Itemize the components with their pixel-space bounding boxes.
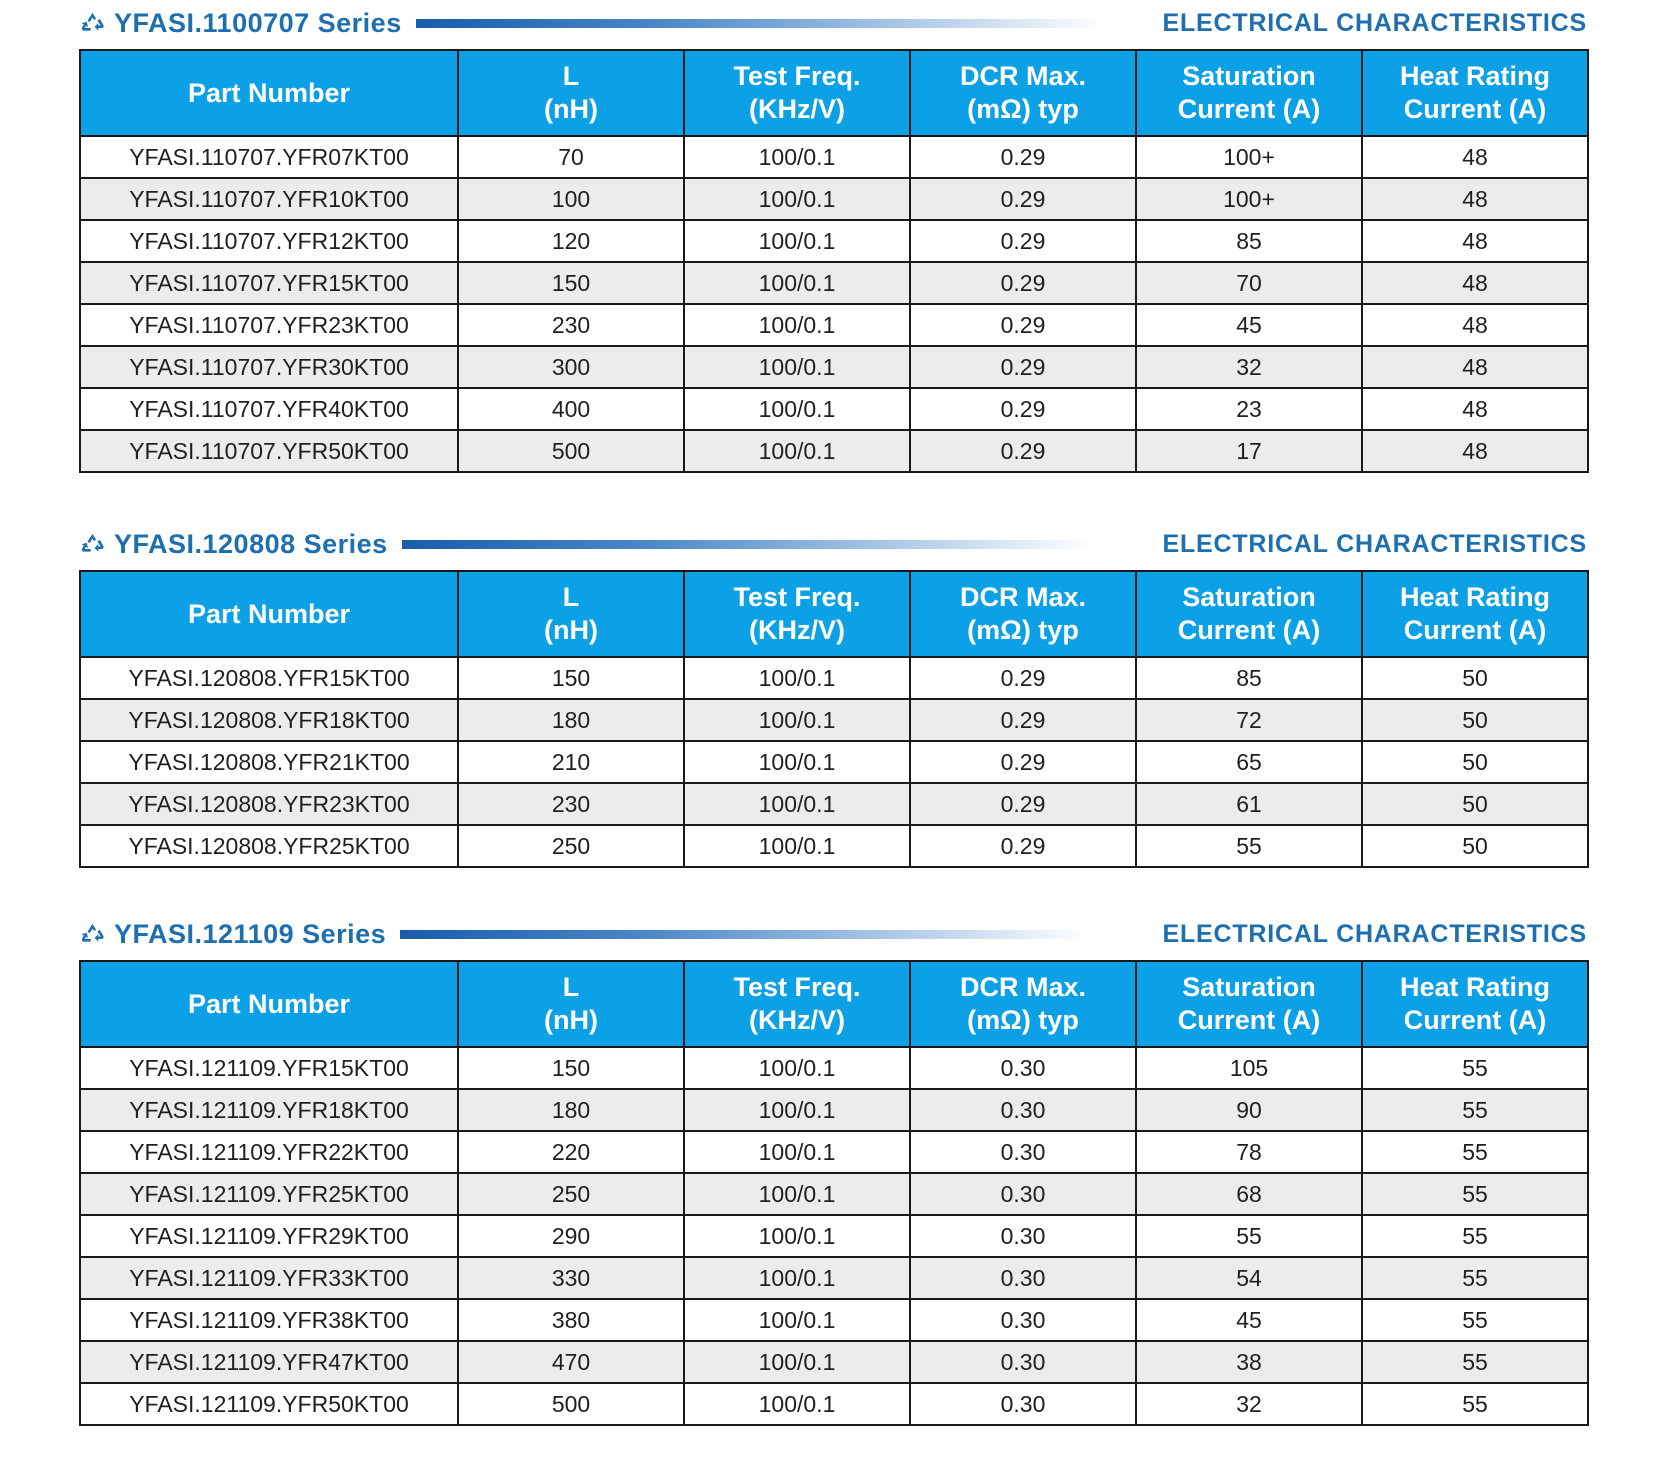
cell-dcr: 0.30 bbox=[910, 1215, 1136, 1257]
table-row bbox=[80, 178, 1588, 220]
cell-dcr: 0.29 bbox=[910, 699, 1136, 741]
cell-dcr: 0.29 bbox=[910, 741, 1136, 783]
cell-heat-rating-current: 55 bbox=[1362, 1131, 1588, 1173]
col-header-label: Saturation bbox=[1182, 972, 1316, 1002]
table-row bbox=[80, 430, 1588, 472]
cell-saturation-current: 45 bbox=[1136, 304, 1362, 346]
cell-heat-rating-current: 55 bbox=[1362, 1173, 1588, 1215]
recycle-icon bbox=[79, 531, 106, 558]
table-row bbox=[80, 1257, 1588, 1299]
col-header-l bbox=[458, 571, 684, 657]
section-label: ELECTRICAL CHARACTERISTICS bbox=[1162, 529, 1587, 558]
cell-dcr: 0.29 bbox=[910, 783, 1136, 825]
spec-table bbox=[79, 570, 1589, 868]
table-header-row bbox=[80, 50, 1588, 136]
cell-test-freq: 100/0.1 bbox=[684, 430, 910, 472]
cell-part-number: YFASI.110707.YFR23KT00 bbox=[80, 304, 458, 346]
cell-part-number: YFASI.121109.YFR22KT00 bbox=[80, 1131, 458, 1173]
cell-saturation-current: 54 bbox=[1136, 1257, 1362, 1299]
cell-test-freq: 100/0.1 bbox=[684, 1089, 910, 1131]
series-section bbox=[79, 4, 1587, 473]
cell-saturation-current: 55 bbox=[1136, 825, 1362, 867]
table-row bbox=[80, 1215, 1588, 1257]
col-header-part-number bbox=[80, 961, 458, 1047]
table-row bbox=[80, 1089, 1588, 1131]
cell-heat-rating-current: 48 bbox=[1362, 178, 1588, 220]
col-header-label: Heat Rating bbox=[1399, 582, 1551, 612]
cell-test-freq: 100/0.1 bbox=[684, 1341, 910, 1383]
table-row bbox=[80, 262, 1588, 304]
cell-dcr: 0.29 bbox=[910, 388, 1136, 430]
cell-inductance: 230 bbox=[458, 304, 684, 346]
table-row bbox=[80, 657, 1588, 699]
col-header-unit: (nH) bbox=[544, 615, 598, 645]
cell-test-freq: 100/0.1 bbox=[684, 1257, 910, 1299]
col-header-unit: (mΩ) typ bbox=[967, 94, 1079, 124]
cell-inductance: 500 bbox=[458, 1383, 684, 1425]
cell-dcr: 0.30 bbox=[910, 1341, 1136, 1383]
cell-inductance: 300 bbox=[458, 346, 684, 388]
cell-test-freq: 100/0.1 bbox=[684, 1299, 910, 1341]
cell-test-freq: 100/0.1 bbox=[684, 388, 910, 430]
cell-heat-rating-current: 55 bbox=[1362, 1047, 1588, 1089]
cell-saturation-current: 100+ bbox=[1136, 136, 1362, 178]
series-header bbox=[79, 4, 1587, 42]
cell-saturation-current: 32 bbox=[1136, 346, 1362, 388]
col-header-unit: (mΩ) typ bbox=[967, 1005, 1079, 1035]
col-header-part-number bbox=[80, 50, 458, 136]
cell-part-number: YFASI.120808.YFR18KT00 bbox=[80, 699, 458, 741]
series-section bbox=[79, 915, 1587, 1426]
series-header bbox=[79, 915, 1587, 953]
col-header-label: L bbox=[562, 972, 580, 1002]
table-row bbox=[80, 1131, 1588, 1173]
cell-saturation-current: 45 bbox=[1136, 1299, 1362, 1341]
cell-inductance: 470 bbox=[458, 1341, 684, 1383]
col-header-heat-rating bbox=[1362, 571, 1588, 657]
col-header-label: Test Freq. bbox=[733, 972, 861, 1002]
cell-test-freq: 100/0.1 bbox=[684, 304, 910, 346]
series-divider-bar bbox=[400, 930, 1090, 939]
cell-heat-rating-current: 50 bbox=[1362, 825, 1588, 867]
series-title: YFASI.1100707 Series bbox=[114, 7, 402, 38]
table-row bbox=[80, 346, 1588, 388]
table-row bbox=[80, 136, 1588, 178]
cell-test-freq: 100/0.1 bbox=[684, 346, 910, 388]
cell-inductance: 120 bbox=[458, 220, 684, 262]
cell-part-number: YFASI.121109.YFR15KT00 bbox=[80, 1047, 458, 1089]
cell-dcr: 0.29 bbox=[910, 825, 1136, 867]
table-row bbox=[80, 1173, 1588, 1215]
table-row bbox=[80, 304, 1588, 346]
cell-dcr: 0.30 bbox=[910, 1131, 1136, 1173]
cell-part-number: YFASI.121109.YFR47KT00 bbox=[80, 1341, 458, 1383]
spec-table bbox=[79, 49, 1589, 473]
cell-dcr: 0.30 bbox=[910, 1089, 1136, 1131]
cell-part-number: YFASI.121109.YFR18KT00 bbox=[80, 1089, 458, 1131]
col-header-heat-rating bbox=[1362, 50, 1588, 136]
cell-part-number: YFASI.120808.YFR25KT00 bbox=[80, 825, 458, 867]
cell-test-freq: 100/0.1 bbox=[684, 741, 910, 783]
cell-heat-rating-current: 48 bbox=[1362, 136, 1588, 178]
cell-inductance: 100 bbox=[458, 178, 684, 220]
cell-test-freq: 100/0.1 bbox=[684, 1215, 910, 1257]
table-row bbox=[80, 741, 1588, 783]
col-header-unit: Current (A) bbox=[1177, 1005, 1321, 1035]
series-title: YFASI.120808 Series bbox=[114, 528, 388, 559]
series-title-group bbox=[79, 8, 402, 39]
recycle-icon bbox=[79, 10, 106, 37]
cell-inductance: 230 bbox=[458, 783, 684, 825]
cell-dcr: 0.29 bbox=[910, 657, 1136, 699]
cell-inductance: 150 bbox=[458, 1047, 684, 1089]
cell-inductance: 380 bbox=[458, 1299, 684, 1341]
col-header-dcr bbox=[910, 571, 1136, 657]
col-header-l bbox=[458, 961, 684, 1047]
cell-test-freq: 100/0.1 bbox=[684, 262, 910, 304]
col-header-part-number bbox=[80, 571, 458, 657]
cell-heat-rating-current: 55 bbox=[1362, 1215, 1588, 1257]
cell-inductance: 210 bbox=[458, 741, 684, 783]
cell-saturation-current: 61 bbox=[1136, 783, 1362, 825]
cell-test-freq: 100/0.1 bbox=[684, 783, 910, 825]
col-header-label: Saturation bbox=[1182, 582, 1316, 612]
cell-inductance: 180 bbox=[458, 1089, 684, 1131]
col-header-label: Test Freq. bbox=[733, 582, 861, 612]
series-title: YFASI.121109 Series bbox=[114, 918, 387, 949]
cell-heat-rating-current: 48 bbox=[1362, 346, 1588, 388]
cell-test-freq: 100/0.1 bbox=[684, 220, 910, 262]
table-row bbox=[80, 1047, 1588, 1089]
col-header-label: Heat Rating bbox=[1399, 61, 1551, 91]
cell-heat-rating-current: 48 bbox=[1362, 430, 1588, 472]
cell-dcr: 0.29 bbox=[910, 178, 1136, 220]
cell-test-freq: 100/0.1 bbox=[684, 1173, 910, 1215]
col-header-label: L bbox=[562, 582, 580, 612]
cell-dcr: 0.29 bbox=[910, 136, 1136, 178]
cell-part-number: YFASI.120808.YFR15KT00 bbox=[80, 657, 458, 699]
cell-heat-rating-current: 48 bbox=[1362, 262, 1588, 304]
cell-heat-rating-current: 50 bbox=[1362, 699, 1588, 741]
cell-saturation-current: 55 bbox=[1136, 1215, 1362, 1257]
table-row bbox=[80, 1383, 1588, 1425]
cell-part-number: YFASI.121109.YFR25KT00 bbox=[80, 1173, 458, 1215]
col-header-label: DCR Max. bbox=[959, 61, 1087, 91]
col-header-label: Part Number bbox=[187, 598, 351, 629]
cell-test-freq: 100/0.1 bbox=[684, 699, 910, 741]
cell-heat-rating-current: 48 bbox=[1362, 388, 1588, 430]
col-header-saturation bbox=[1136, 961, 1362, 1047]
cell-saturation-current: 72 bbox=[1136, 699, 1362, 741]
cell-heat-rating-current: 55 bbox=[1362, 1257, 1588, 1299]
table-row bbox=[80, 783, 1588, 825]
col-header-label: DCR Max. bbox=[959, 972, 1087, 1002]
cell-part-number: YFASI.110707.YFR30KT00 bbox=[80, 346, 458, 388]
col-header-unit: Current (A) bbox=[1177, 615, 1321, 645]
col-header-label: Part Number bbox=[187, 988, 351, 1019]
cell-part-number: YFASI.120808.YFR21KT00 bbox=[80, 741, 458, 783]
col-header-label: Test Freq. bbox=[733, 61, 861, 91]
cell-saturation-current: 68 bbox=[1136, 1173, 1362, 1215]
cell-dcr: 0.29 bbox=[910, 346, 1136, 388]
col-header-unit: Current (A) bbox=[1403, 94, 1547, 124]
cell-inductance: 500 bbox=[458, 430, 684, 472]
cell-test-freq: 100/0.1 bbox=[684, 657, 910, 699]
cell-inductance: 150 bbox=[458, 657, 684, 699]
col-header-label: L bbox=[562, 61, 580, 91]
cell-test-freq: 100/0.1 bbox=[684, 136, 910, 178]
cell-inductance: 220 bbox=[458, 1131, 684, 1173]
col-header-unit: (KHz/V) bbox=[749, 94, 845, 124]
section-label: ELECTRICAL CHARACTERISTICS bbox=[1162, 8, 1587, 37]
cell-saturation-current: 32 bbox=[1136, 1383, 1362, 1425]
cell-inductance: 250 bbox=[458, 1173, 684, 1215]
col-header-unit: (nH) bbox=[544, 1005, 598, 1035]
col-header-unit: (nH) bbox=[544, 94, 598, 124]
cell-dcr: 0.30 bbox=[910, 1047, 1136, 1089]
cell-part-number: YFASI.110707.YFR07KT00 bbox=[80, 136, 458, 178]
col-header-label: DCR Max. bbox=[959, 582, 1087, 612]
cell-heat-rating-current: 55 bbox=[1362, 1341, 1588, 1383]
cell-part-number: YFASI.121109.YFR29KT00 bbox=[80, 1215, 458, 1257]
cell-saturation-current: 17 bbox=[1136, 430, 1362, 472]
cell-test-freq: 100/0.1 bbox=[684, 178, 910, 220]
cell-part-number: YFASI.110707.YFR10KT00 bbox=[80, 178, 458, 220]
table-body bbox=[80, 1047, 1588, 1425]
cell-part-number: YFASI.110707.YFR15KT00 bbox=[80, 262, 458, 304]
cell-heat-rating-current: 55 bbox=[1362, 1299, 1588, 1341]
cell-heat-rating-current: 48 bbox=[1362, 220, 1588, 262]
cell-test-freq: 100/0.1 bbox=[684, 1047, 910, 1089]
cell-saturation-current: 85 bbox=[1136, 657, 1362, 699]
recycle-icon bbox=[79, 921, 106, 948]
table-row bbox=[80, 1299, 1588, 1341]
cell-test-freq: 100/0.1 bbox=[684, 1131, 910, 1173]
col-header-saturation bbox=[1136, 571, 1362, 657]
col-header-unit: (KHz/V) bbox=[749, 615, 845, 645]
table-body bbox=[80, 657, 1588, 867]
cell-heat-rating-current: 50 bbox=[1362, 783, 1588, 825]
table-row bbox=[80, 699, 1588, 741]
series-divider-bar bbox=[416, 19, 1106, 28]
cell-inductance: 290 bbox=[458, 1215, 684, 1257]
cell-heat-rating-current: 55 bbox=[1362, 1383, 1588, 1425]
cell-heat-rating-current: 55 bbox=[1362, 1089, 1588, 1131]
table-body bbox=[80, 136, 1588, 472]
col-header-unit: Current (A) bbox=[1403, 615, 1547, 645]
series-section bbox=[79, 525, 1587, 868]
col-header-unit: (mΩ) typ bbox=[967, 615, 1079, 645]
cell-saturation-current: 70 bbox=[1136, 262, 1362, 304]
col-header-dcr bbox=[910, 50, 1136, 136]
col-header-unit: Current (A) bbox=[1177, 94, 1321, 124]
cell-part-number: YFASI.121109.YFR50KT00 bbox=[80, 1383, 458, 1425]
cell-saturation-current: 85 bbox=[1136, 220, 1362, 262]
cell-part-number: YFASI.121109.YFR33KT00 bbox=[80, 1257, 458, 1299]
spec-table bbox=[79, 960, 1589, 1426]
col-header-test-freq bbox=[684, 571, 910, 657]
series-header bbox=[79, 525, 1587, 563]
section-label: ELECTRICAL CHARACTERISTICS bbox=[1162, 919, 1587, 948]
col-header-saturation bbox=[1136, 50, 1362, 136]
cell-part-number: YFASI.120808.YFR23KT00 bbox=[80, 783, 458, 825]
series-title-group bbox=[79, 529, 388, 560]
col-header-test-freq bbox=[684, 50, 910, 136]
cell-test-freq: 100/0.1 bbox=[684, 1383, 910, 1425]
cell-dcr: 0.30 bbox=[910, 1173, 1136, 1215]
cell-heat-rating-current: 50 bbox=[1362, 741, 1588, 783]
cell-inductance: 330 bbox=[458, 1257, 684, 1299]
cell-inductance: 150 bbox=[458, 262, 684, 304]
cell-saturation-current: 23 bbox=[1136, 388, 1362, 430]
table-row bbox=[80, 1341, 1588, 1383]
cell-part-number: YFASI.110707.YFR40KT00 bbox=[80, 388, 458, 430]
cell-saturation-current: 78 bbox=[1136, 1131, 1362, 1173]
cell-dcr: 0.29 bbox=[910, 304, 1136, 346]
cell-inductance: 250 bbox=[458, 825, 684, 867]
cell-inductance: 70 bbox=[458, 136, 684, 178]
col-header-dcr bbox=[910, 961, 1136, 1047]
table-header-row bbox=[80, 961, 1588, 1047]
cell-heat-rating-current: 50 bbox=[1362, 657, 1588, 699]
table-row bbox=[80, 220, 1588, 262]
cell-saturation-current: 105 bbox=[1136, 1047, 1362, 1089]
cell-saturation-current: 90 bbox=[1136, 1089, 1362, 1131]
col-header-label: Part Number bbox=[187, 77, 351, 108]
cell-heat-rating-current: 48 bbox=[1362, 304, 1588, 346]
cell-inductance: 180 bbox=[458, 699, 684, 741]
table-row bbox=[80, 825, 1588, 867]
cell-saturation-current: 38 bbox=[1136, 1341, 1362, 1383]
table-header-row bbox=[80, 571, 1588, 657]
cell-dcr: 0.30 bbox=[910, 1257, 1136, 1299]
cell-dcr: 0.30 bbox=[910, 1383, 1136, 1425]
col-header-label: Heat Rating bbox=[1399, 972, 1551, 1002]
cell-dcr: 0.29 bbox=[910, 262, 1136, 304]
col-header-label: Saturation bbox=[1182, 61, 1316, 91]
col-header-test-freq bbox=[684, 961, 910, 1047]
col-header-l bbox=[458, 50, 684, 136]
col-header-heat-rating bbox=[1362, 961, 1588, 1047]
cell-part-number: YFASI.121109.YFR38KT00 bbox=[80, 1299, 458, 1341]
series-title-group bbox=[79, 919, 386, 950]
cell-test-freq: 100/0.1 bbox=[684, 825, 910, 867]
cell-dcr: 0.29 bbox=[910, 430, 1136, 472]
cell-part-number: YFASI.110707.YFR12KT00 bbox=[80, 220, 458, 262]
cell-dcr: 0.30 bbox=[910, 1299, 1136, 1341]
col-header-unit: Current (A) bbox=[1403, 1005, 1547, 1035]
cell-dcr: 0.29 bbox=[910, 220, 1136, 262]
cell-inductance: 400 bbox=[458, 388, 684, 430]
table-row bbox=[80, 388, 1588, 430]
col-header-unit: (KHz/V) bbox=[749, 1005, 845, 1035]
cell-part-number: YFASI.110707.YFR50KT00 bbox=[80, 430, 458, 472]
cell-saturation-current: 100+ bbox=[1136, 178, 1362, 220]
series-divider-bar bbox=[402, 540, 1092, 549]
cell-saturation-current: 65 bbox=[1136, 741, 1362, 783]
